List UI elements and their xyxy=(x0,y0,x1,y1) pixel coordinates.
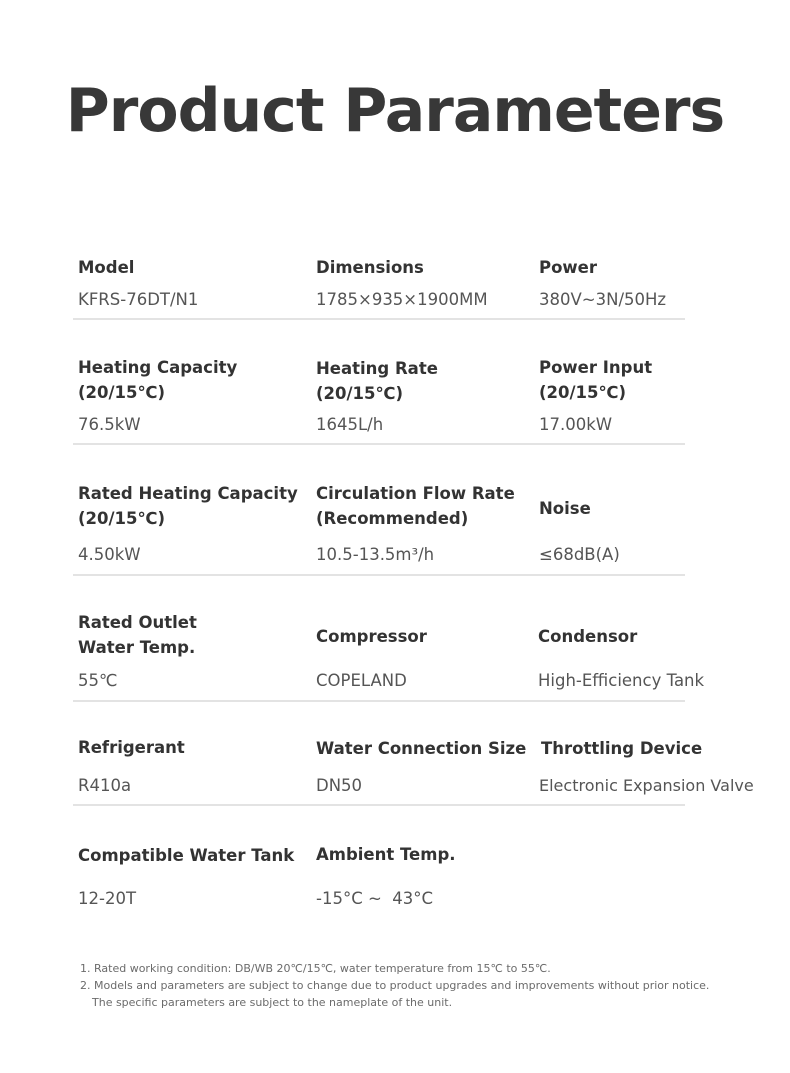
param-label-heating-capacity: Heating Capacity (20/15℃) xyxy=(78,358,238,402)
param-label-rated-outlet-water-temp: Rated Outlet Water Temp. xyxy=(78,613,197,657)
row-divider xyxy=(73,804,685,806)
param-value-compatible-water-tank: 12-20T xyxy=(78,889,137,908)
param-value-ambient-temp: -15°C ~ 43°C xyxy=(316,889,434,908)
row-divider xyxy=(73,443,685,445)
param-label-dimensions: Dimensions xyxy=(316,258,424,277)
param-value-condensor: High-Efficiency Tank xyxy=(538,671,705,690)
param-value-rated-outlet-water-temp: 55℃ xyxy=(78,671,118,690)
footnotes xyxy=(80,960,709,1011)
param-label-noise: Noise xyxy=(539,499,591,518)
param-value-power-input: 17.00kW xyxy=(539,415,613,434)
footnote-2: 2. Models and parameters are subject to change due to product upgrades and improvements without prior notice. xyxy=(80,979,710,992)
param-value-circulation-flow-rate: 10.5-13.5m³/h xyxy=(316,545,435,564)
param-value-refrigerant: R410a xyxy=(78,776,132,795)
param-value-dimensions: 1785×935×1900MM xyxy=(316,290,488,309)
param-value-heating-rate: 1645L/h xyxy=(316,415,384,434)
param-label-circulation-flow-rate: Circulation Flow Rate (Recommended) xyxy=(316,484,515,528)
row-divider xyxy=(73,574,685,576)
param-value-power: 380V~3N/50Hz xyxy=(539,290,667,309)
row-divider xyxy=(73,700,685,702)
param-value-noise: ≤68dB(A) xyxy=(539,545,620,564)
footnote-1: 1. Rated working condition: DB/WB 20℃/15℃, water temperature from 15℃ to 55℃. xyxy=(80,962,551,975)
param-label-compatible-water-tank: Compatible Water Tank xyxy=(78,846,295,865)
param-label-heating-rate: Heating Rate (20/15℃) xyxy=(316,359,438,403)
row-divider xyxy=(73,318,685,320)
page-title: Product Parameters xyxy=(65,76,725,146)
param-label-throttling-device: Throttling Device xyxy=(541,739,703,758)
param-value-compressor: COPELAND xyxy=(316,671,407,690)
param-value-throttling-device: Electronic Expansion Valve xyxy=(539,776,754,795)
param-label-power: Power xyxy=(539,258,597,277)
param-label-rated-heating-capacity: Rated Heating Capacity (20/15℃) xyxy=(78,484,298,528)
footnote-2-continued: The specific parameters are subject to the nameplate of the unit. xyxy=(92,996,453,1009)
param-label-water-connection-size: Water Connection Size xyxy=(316,739,527,758)
param-label-condensor: Condensor xyxy=(538,627,638,646)
param-value-water-connection-size: DN50 xyxy=(316,776,363,795)
param-value-heating-capacity: 76.5kW xyxy=(78,415,141,434)
param-value-model: KFRS-76DT/N1 xyxy=(78,290,199,309)
param-value-rated-heating-capacity: 4.50kW xyxy=(78,545,141,564)
param-label-power-input: Power Input (20/15℃) xyxy=(539,358,653,402)
param-label-refrigerant: Refrigerant xyxy=(78,738,185,757)
param-label-ambient-temp: Ambient Temp. xyxy=(316,845,456,864)
param-label-compressor: Compressor xyxy=(316,627,427,646)
param-label-model: Model xyxy=(78,258,135,277)
